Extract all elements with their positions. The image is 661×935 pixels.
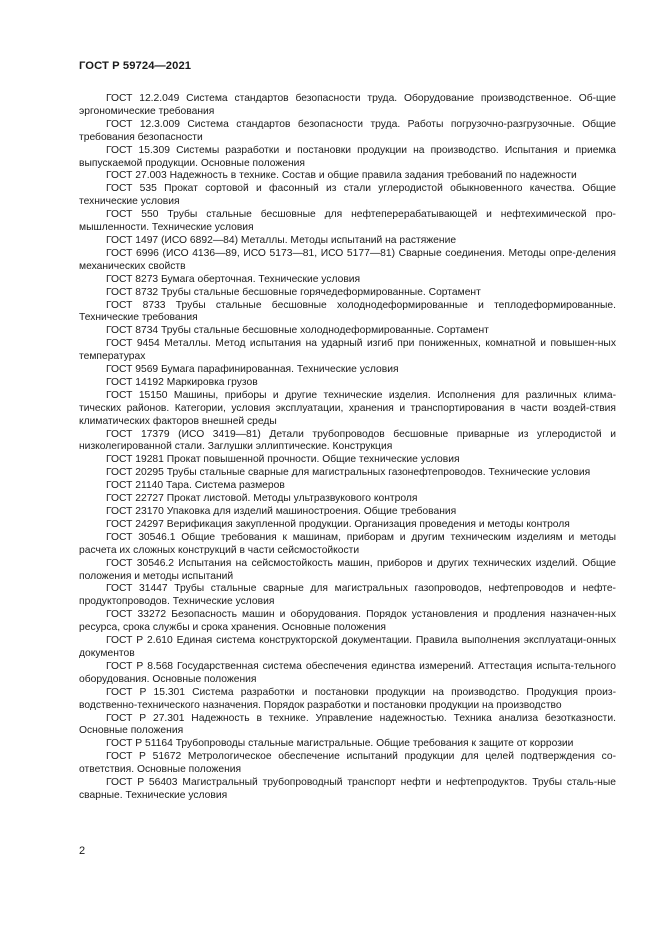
reference-entry-line: ГОСТ 14192 Маркировка грузов — [106, 376, 258, 388]
reference-entry-line: ГОСТ 15150 Машины, приборы и другие технические изделия. Исполнения для различных клима- — [106, 389, 616, 401]
reference-entry — [79, 93, 616, 119]
normative-references-list — [79, 93, 616, 803]
reference-entry-line: низколегированной стали. Заглушки эллиптические. Конструкция — [79, 441, 393, 453]
reference-entry — [79, 170, 616, 183]
reference-entry-line: ГОСТ 31447 Трубы стальные сварные для магистральных газопроводов, нефтепроводов и нефте- — [106, 583, 616, 595]
reference-entry-line: ГОСТ 6996 (ИСО 4136—89, ИСО 5173—81, ИСО 5177—81) Сварные соединения. Методы опре- — [106, 247, 576, 259]
reference-entry — [79, 532, 616, 558]
reference-entry-line: ГОСТ 12.2.049 Система стандартов безопасности труда. Оборудование производственное. Об- — [106, 93, 597, 104]
reference-entry-line: ГОСТ 19281 Прокат повышенной прочности. Общие технические условия — [106, 454, 460, 466]
reference-entry-line: ГОСТ 22727 Прокат листовой. Методы ультразвукового контроля — [106, 493, 418, 505]
reference-entry-line: расчета их сложных конструкций в части сейсмостойкости — [79, 544, 360, 556]
reference-entry-line: ГОСТ 535 Прокат сортовой и фасонный из стали углеродистой обыкновенного качества. Общие — [106, 183, 616, 195]
reference-entry — [79, 145, 616, 171]
reference-entry-line: тических районов. Категории, условия эксплуатации, хранения и транспортирования в части воздей- — [79, 402, 590, 414]
reference-entry — [79, 209, 616, 235]
reference-entry-line: ГОСТ Р 8.568 Государственная система обеспечения единства измерений. Аттестация испыта- — [106, 660, 574, 672]
reference-entry — [79, 300, 616, 326]
reference-entry-line: ные сварные. Технические условия — [79, 777, 616, 801]
reference-entry-line: ГОСТ 8733 Трубы стальные бесшовные холоднодеформированные и теплодеформированные. — [106, 299, 616, 311]
reference-entry — [79, 467, 616, 480]
reference-entry — [79, 480, 616, 493]
reference-entry-line: водственно-технического назначения. Порядок разработки и постановки продукции на производство — [79, 699, 562, 711]
reference-entry — [79, 429, 616, 455]
reference-entry — [79, 635, 616, 661]
reference-entry-line: ГОСТ 8734 Трубы стальные бесшовные холоднодеформированные. Сортамент — [106, 325, 489, 337]
reference-entry — [79, 713, 616, 739]
reference-entry — [79, 558, 616, 584]
reference-entry-line: Общие положения и методы испытаний — [79, 557, 616, 582]
reference-entry — [79, 661, 616, 687]
reference-entry — [79, 519, 616, 532]
reference-entry-line: ГОСТ Р 2.610 Единая система конструкторской документации. Правила выполнения эксплуатаци- — [106, 635, 587, 647]
reference-entry-line: ГОСТ 15.309 Системы разработки и постановки продукции на производство. Испытания и приемка — [106, 144, 616, 156]
reference-entry-line: мышленности. Технические условия — [79, 222, 254, 234]
reference-entry-line: онных документов — [79, 635, 616, 659]
reference-entry-line: ГОСТ Р 15.301 Система разработки и постановки продукции на производство. Продукция произ- — [106, 686, 616, 698]
reference-entry — [79, 274, 616, 287]
reference-entry — [79, 325, 616, 338]
reference-entry-line: ных ресурса, срока службы и срока хранения. Основные положения — [79, 609, 616, 634]
reference-entry-line: ствия климатических факторов внешней среды — [79, 402, 616, 427]
reference-entry-line: ГОСТ 1497 (ИСО 6892—84) Металлы. Методы испытаний на растяжение — [106, 234, 457, 246]
reference-entry-line: требования безопасности — [79, 131, 203, 143]
reference-entry-line: условия — [551, 467, 591, 479]
reference-entry-line: ГОСТ Р 27.301 Надежность в технике. Управление надежностью. Техника анализа безотказности. — [106, 712, 616, 724]
reference-entry-line: Технические требования — [79, 312, 198, 324]
reference-entry-line: ГОСТ 8732 Трубы стальные бесшовные горячедеформированные. Сортамент — [106, 286, 481, 298]
reference-entry-line: ответствия. Основные положения — [79, 764, 242, 776]
reference-entry-line: ГОСТ 23170 Упаковка для изделий машиностроения. Общие требования — [106, 506, 457, 517]
reference-entry-line: ГОСТ Р 51672 Метрологическое обеспечение испытаний продукции для целей подтверждения со- — [106, 751, 616, 763]
reference-entry-line: ГОСТ 12.3.009 Система стандартов безопасности труда. Работы погрузочно-разгрузочные. Общие — [106, 118, 616, 130]
reference-entry-line: ГОСТ 27.003 Надежность в технике. Состав и общие правила задания требований по надежности — [106, 170, 577, 182]
reference-entry-line: ГОСТ 20295 Трубы стальные сварные для магистральных газонефтепроводов. Технические — [106, 467, 549, 479]
reference-entry-line: Основные положения — [79, 725, 184, 737]
reference-entry-line: ГОСТ 17379 (ИСО 3419—81) Детали трубопроводов бесшовные приварные из углеродистой и — [106, 428, 616, 440]
page-number: 2 — [79, 845, 86, 857]
reference-entry — [79, 390, 616, 429]
reference-entry — [79, 454, 616, 467]
reference-entry — [79, 248, 616, 274]
reference-entry-line: деления механических свойств — [79, 247, 616, 272]
reference-entry — [79, 687, 616, 713]
reference-entry — [79, 493, 616, 506]
reference-entry-line: выпускаемой продукции. Основные положения — [79, 157, 305, 169]
reference-entry-line: ГОСТ 30546.2 Испытания на сейсмостойкость машин, приборов и других технических изделий. — [106, 557, 578, 569]
reference-entry — [79, 364, 616, 377]
reference-entry — [79, 609, 616, 635]
reference-entry — [79, 183, 616, 209]
reference-entry-line: тельного оборудования. Основные положения — [79, 660, 616, 685]
reference-entry — [79, 506, 616, 519]
reference-entry-line: ГОСТ 8273 Бумага оберточная. Технические условия — [106, 273, 361, 285]
reference-entry — [79, 377, 616, 390]
reference-entry-line: ГОСТ Р 51164 Трубопроводы стальные магистральные. Общие требования к защите от коррозии — [106, 738, 574, 750]
page-header: ГОСТ Р 59724—2021 — [79, 60, 192, 72]
reference-entry-line: ГОСТ Р 56403 Магистральный трубопроводный транспорт нефти и нефтепродуктов. Трубы сталь- — [106, 777, 598, 789]
reference-entry — [79, 235, 616, 248]
reference-entry-line: ных температурах — [79, 338, 616, 363]
reference-entry — [79, 738, 616, 751]
reference-entry-line: технические условия — [79, 196, 180, 208]
reference-entry-line: продуктопроводов. Технические условия — [79, 596, 275, 608]
reference-entry-line: ГОСТ 30546.1 Общие требования к машинам, приборам и другим техническим изделиям и методы — [106, 531, 616, 543]
reference-entry-line: ГОСТ 24297 Верификация закупленной продукции. Организация проведения и методы контроля — [106, 518, 570, 530]
reference-entry-line: ГОСТ 33272 Безопасность машин и оборудования. Порядок установления и продления назначен- — [106, 609, 598, 621]
reference-entry-line: щие эргономические требования — [79, 93, 616, 117]
reference-entry — [79, 338, 616, 364]
reference-entry — [79, 287, 616, 300]
reference-entry-line: ГОСТ 9569 Бумага парафинированная. Технические условия — [106, 364, 399, 376]
reference-entry-line: ГОСТ 9454 Металлы. Метод испытания на ударный изгиб при пониженных, комнатной и повышен- — [106, 338, 598, 350]
reference-entry — [79, 583, 616, 609]
reference-entry-line: ГОСТ 21140 Тара. Система размеров — [106, 480, 285, 492]
reference-entry — [79, 751, 616, 777]
reference-entry — [79, 777, 616, 803]
reference-entry — [79, 119, 616, 145]
reference-entry-line: ГОСТ 550 Трубы стальные бесшовные для нефтеперерабатывающей и нефтехимической про- — [106, 209, 616, 221]
